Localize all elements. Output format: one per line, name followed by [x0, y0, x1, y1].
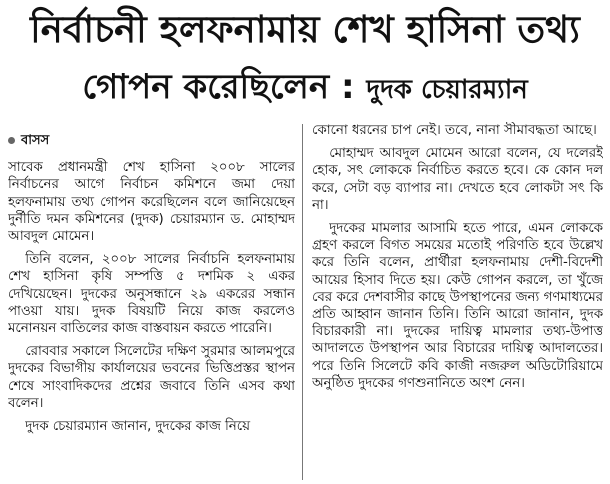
column-divider — [302, 124, 303, 480]
paragraph: রোববার সকালে সিলেটের দক্ষিণ সুরমার আলমপুরে দুদকের বিভাগীয় কার্যালয়ের ভবনের ভিত্তিপ্রস্তর স্থাপন শেষে সাংবাদিকদের প্রশ্নের জবাবে তিনি এসব কথা বলেন। — [8, 344, 295, 411]
paragraph: তিনি বলেন, ২০০৮ সালের নির্বাচনি হলফনামায় শেখ হাসিনা কৃষি সম্পত্তি ৫ দশমিক ২ একর দেখিয়েছেন। দুদকের অনুসন্ধানে ২৯ একরের সন্ধান পাওয়া যায়। দুদক বিষয়টি নিয়ে কাজ করলেও মনোনয়ন বাতিলের কাজ বাস্তবায়ন করতে পারেনি। — [8, 252, 295, 337]
byline-text: বাসস — [21, 133, 50, 148]
bullet-icon — [8, 137, 15, 144]
paragraph: মোহাম্মদ আবদুল মোমেন আরো বলেন, যে দলেরই হোক, সৎ লোককে নির্বাচিত করতে হবে। কে কোন দল করে, সেটা বড় ব্যাপার না। দেখতে হবে লোকটা সৎ কি না। — [312, 146, 603, 213]
headline-source: দুদক চেয়ারম্যান — [366, 75, 528, 105]
left-column — [8, 132, 295, 484]
headline-line-2-main: গোপন করেছিলেন : — [82, 67, 367, 107]
headline-line-1: নির্বাচনী হলফনামায় শেখ হাসিনা তথ্য — [30, 8, 580, 51]
paragraph: সাবেক প্রধানমন্ত্রী শেখ হাসিনা ২০০৮ সালের নির্বাচনের আগে নির্বাচন কমিশনে জমা দেয়া হলফনামায় তথ্য গোপন করেছিলেন বলে জানিয়েছেন দুর্নীতি দমন কমিশনের (দুদক) চেয়ারম্যান ড. মোহাম্মদ আবদুল মোমেন। — [8, 160, 295, 245]
right-column — [312, 122, 603, 484]
paragraph: কোনো ধরনের চাপ নেই। তবে, নানা সীমাবদ্ধতা আছে। — [312, 123, 597, 138]
paragraph: দুদকের মামলার আসামি হতে পারে, এমন লোককে গ্রহণ করলে বিগত সময়ের মতোই পরিণতি হবে উল্লেখ করে তিনি বলেন, প্রার্থীরা হলফনামায় দেশী-বিদেশী আয়ের হিসাব দিতে হয়। কেউ গোপন করলে, তা খুঁজে বের করে দেশবাসীর কাছে উপস্থাপনের জন্য গণমাধ্যমের প্রতি আহ্বান জানান তিনি। তিনি আরো জানান, দুদক বিচারকারী না। দুদকের দায়িত্ব মামলার তথ্য-উপাত্ত আদালতে উপস্থাপন আর বিচারের দায়িত্ব আদালতের। পরে তিনি সিলেটে কবি কাজী নজরুল অডিটোরিয়ামে অনুষ্ঠিত দুদকের গণশুনানিতে অংশ নেন। — [312, 221, 603, 391]
paragraph: দুদক চেয়ারম্যান জানান, দুদকের কাজ নিয়ে — [25, 419, 250, 435]
headline-line-2 — [0, 64, 610, 113]
byline — [8, 132, 295, 149]
